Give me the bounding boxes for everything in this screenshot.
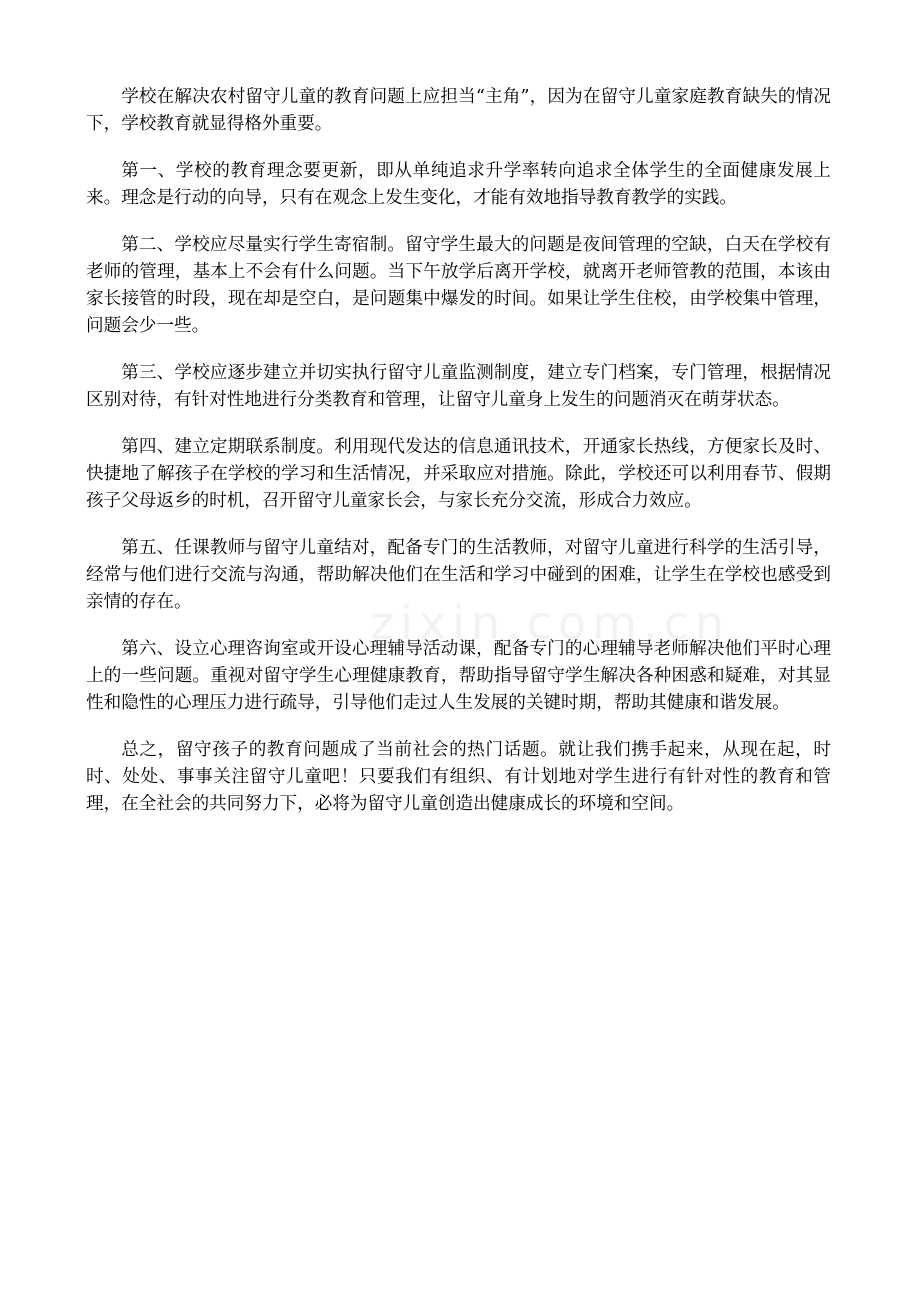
paragraph-point-5: 第五、任课教师与留守儿童结对，配备专门的生活教师，对留守儿童进行科学的生活引导，经常与他们进行交流与沟通，帮助解决他们在生活和学习中碰到的困难，让学生在学校也感受到亲情的存在。 [86,538,831,612]
paragraph-intro: 学校在解决农村留守儿童的教育问题上应担当“主角”，因为在留守儿童家庭教育缺失的情况下，学校教育就显得格外重要。 [86,87,831,134]
paragraph-point-1: 第一、学校的教育理念要更新，即从单纯追求升学率转向追求全体学生的全面健康发展上来。理念是行动的向导，只有在观念上发生变化，才能有效地指导教育教学的实践。 [86,161,831,208]
watermark: zixin.com.cn [370,596,731,650]
paragraph-conclusion: 总之，留守孩子的教育问题成了当前社会的热门话题。就让我们携手起来，从现在起，时时、处处、事事关注留守儿童吧！只要我们有组织、有计划地对学生进行有针对性的教育和管理，在全社会的共同努力下，必将为留守儿童创造出健康成长的环境和空间。 [86,740,831,814]
paragraph-point-4: 第四、建立定期联系制度。利用现代发达的信息通讯技术，开通家长热线，方便家长及时、快捷地了解孩子在学校的学习和生活情况，并采取应对措施。除此，学校还可以利用春节、假期孩子父母返乡的时机，召开留守儿童家长会，与家长充分交流，形成合力效应。 [86,437,831,511]
document-body [86,84,831,838]
paragraph-point-2: 第二、学校应尽量实行学生寄宿制。留守学生最大的问题是夜间管理的空缺，白天在学校有老师的管理，基本上不会有什么问题。当下午放学后离开学校，就离开老师管教的范围，本该由家长接管的时段，现在却是空白，是问题集中爆发的时间。如果让学生住校，由学校集中管理，问题会少一些。 [86,235,831,336]
paragraph-point-3: 第三、学校应逐步建立并切实执行留守儿童监测制度，建立专门档案，专门管理，根据情况区别对待，有针对性地进行分类教育和管理，让留守儿童身上发生的问题消灭在萌芽状态。 [86,363,831,410]
paragraph-point-6: 第六、设立心理咨询室或开设心理辅导活动课，配备专门的心理辅导老师解决他们平时心理上的一些问题。重视对留守学生心理健康教育，帮助指导留守学生解决各种困惑和疑难，对其显性和隐性的心理压力进行疏导，引导他们走过人生发展的关键时期，帮助其健康和谐发展。 [86,639,831,713]
